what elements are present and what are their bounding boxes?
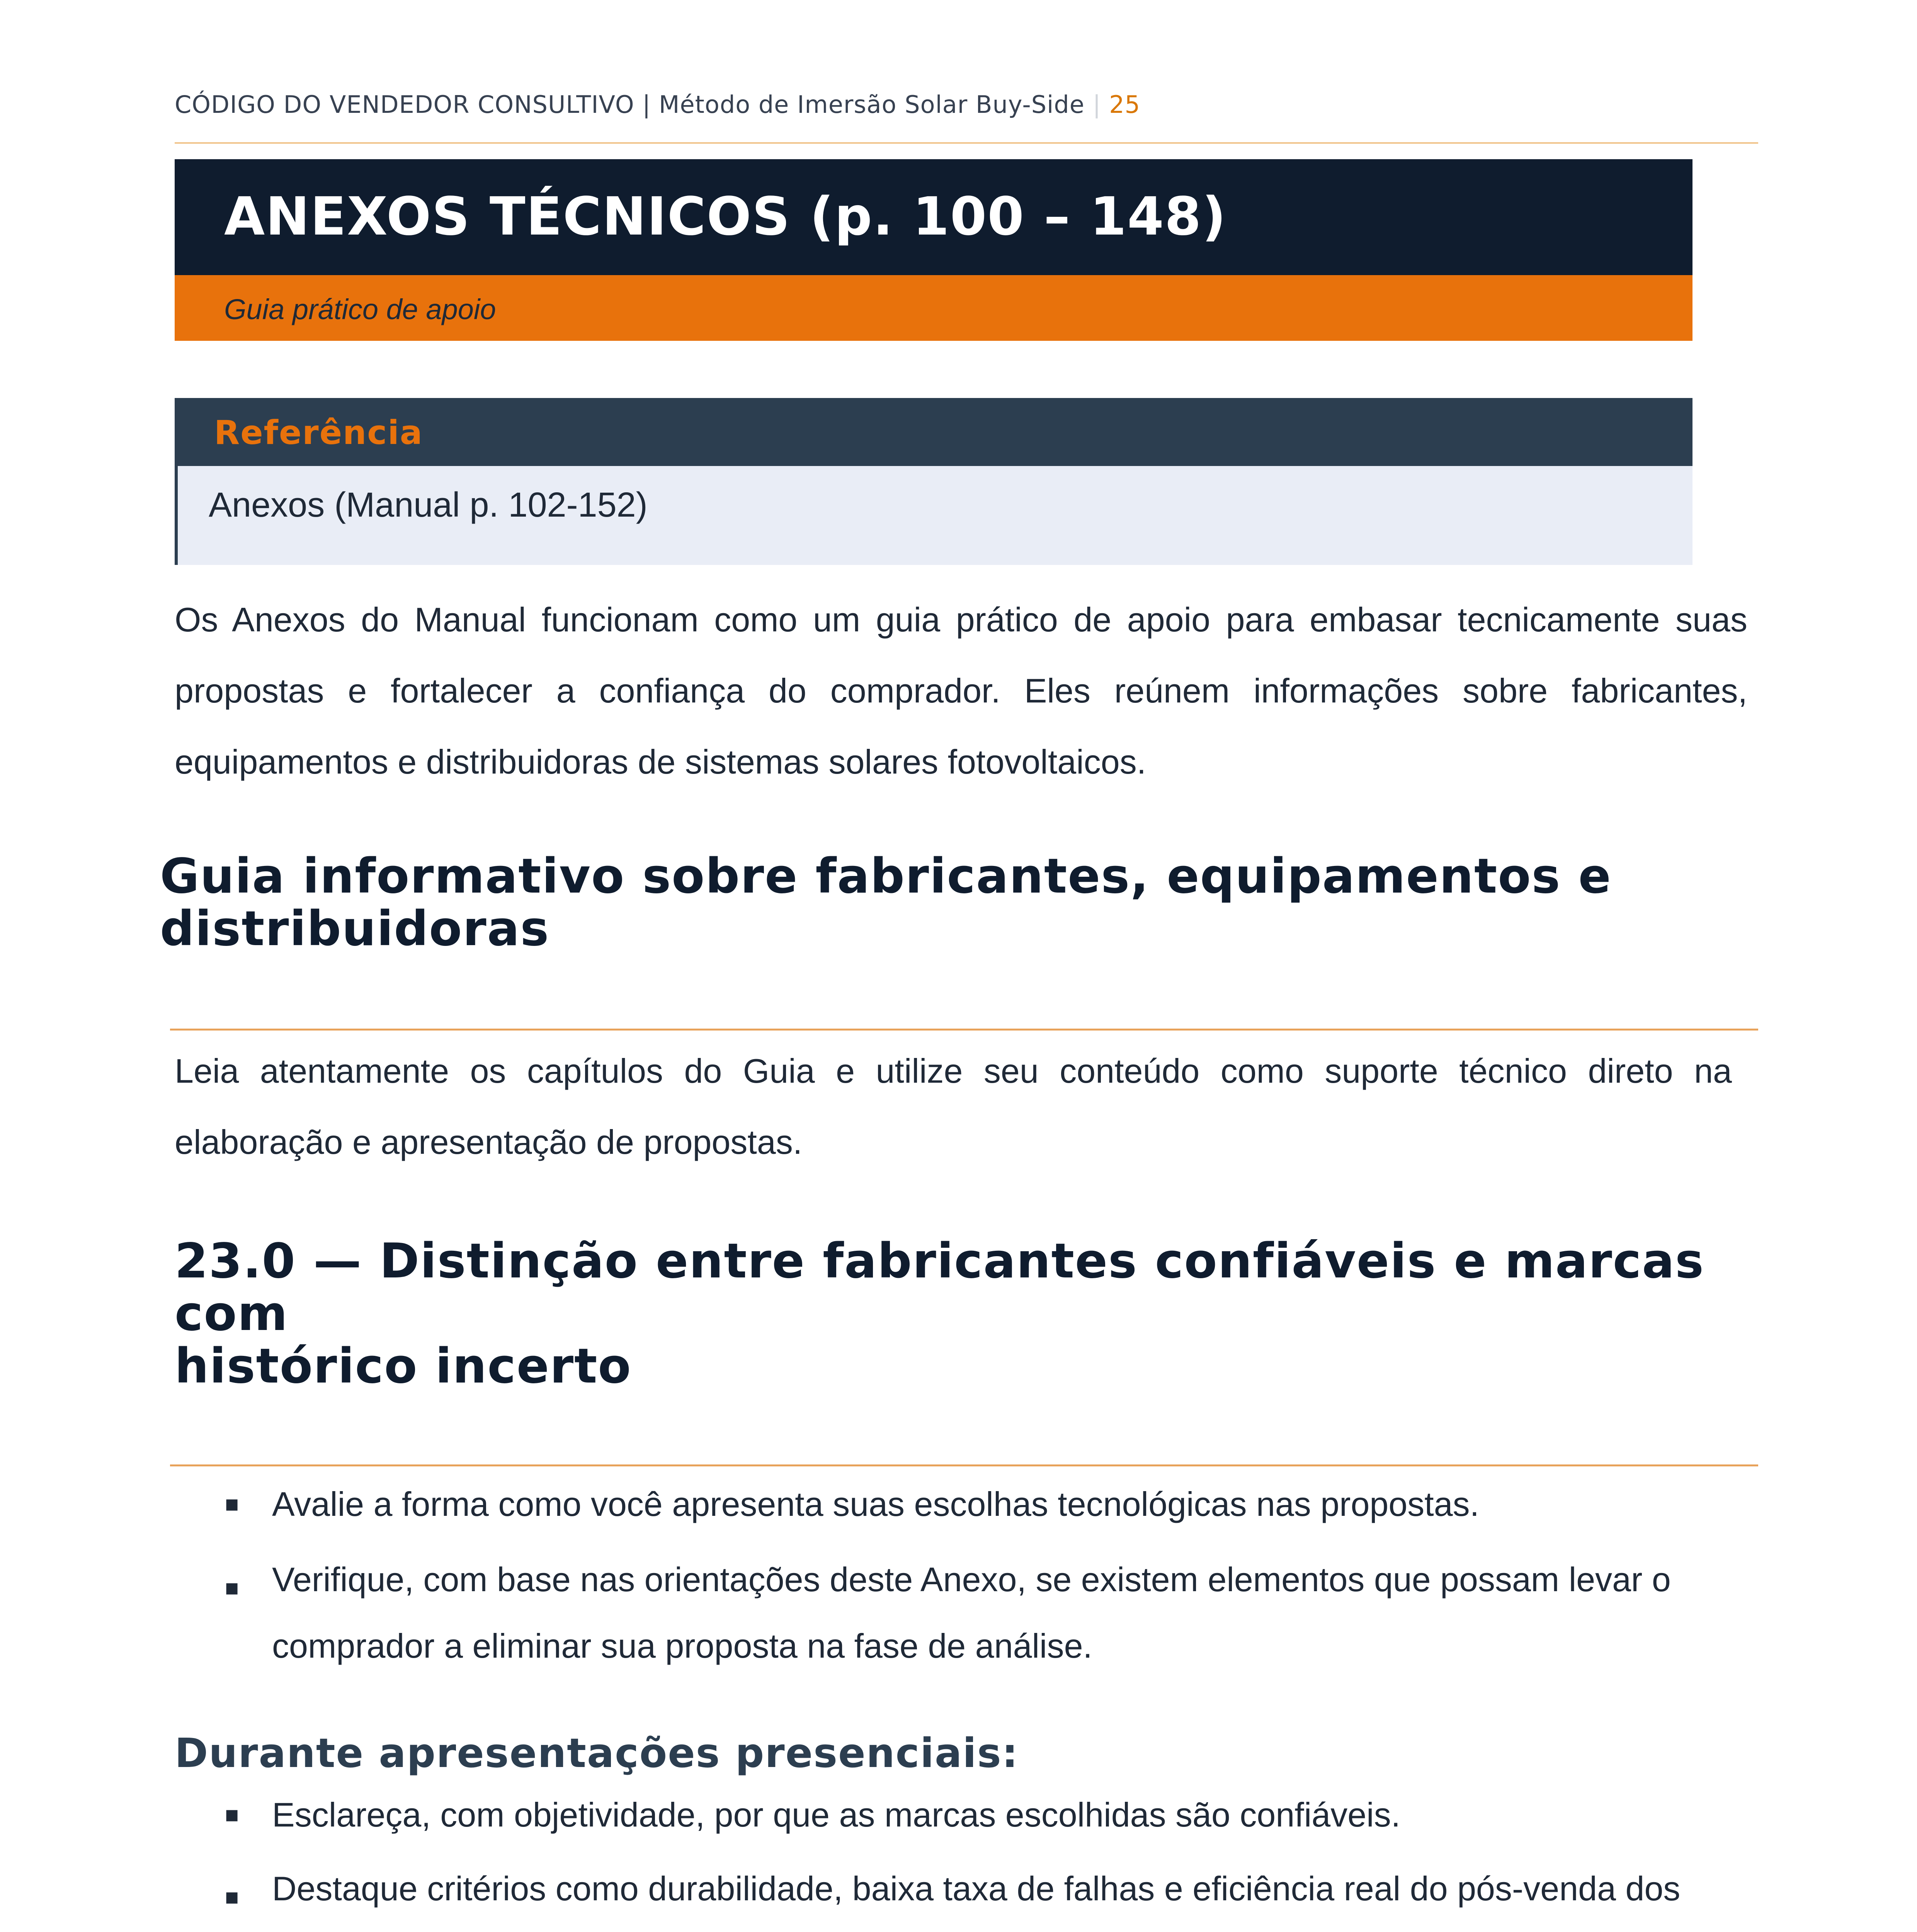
presentations-subheading: Durante apresentações presenciais:	[175, 1730, 1019, 1777]
section-23-heading-line-2: com	[175, 1286, 288, 1342]
list-item	[175, 1855, 1758, 1932]
running-header-middle: Método de Imersão Solar Buy-Side	[658, 90, 1085, 119]
intro-paragraph: Os Anexos do Manual funcionam como um guia prático de apoio para embasar tecnicamente suas propostas e fortalecer a confiança do comprador. Eles reúnem informações sobre fabricantes, equipamentos e distribuidoras de sistemas solares fotovoltaicos.	[175, 600, 1747, 781]
reference-box	[175, 398, 1692, 565]
section-guide-paragraph: Leia atentamente os capítulos do Guia e utilize seu conteúdo como suporte técnico direto na elaboração e apresentação de propostas.	[175, 1052, 1732, 1161]
section-23-heading-line-3: histórico incerto	[175, 1338, 632, 1394]
title-banner	[175, 159, 1692, 341]
reference-header	[175, 398, 1692, 466]
page-number: 25	[1109, 90, 1141, 119]
bullet-marker: ■	[225, 1575, 239, 1601]
title-banner-accent-band	[175, 275, 1692, 341]
reference-text: Anexos (Manual p. 102-152)	[209, 486, 648, 524]
section-23-heading-line-1: 23.0 — Distinção entre fabricantes confiáveis e marcas	[175, 1233, 1704, 1289]
reference-body	[175, 466, 1692, 565]
section-23-divider	[170, 1464, 1758, 1466]
running-header-left: CÓDIGO DO VENDEDOR CONSULTIVO	[175, 90, 634, 119]
section-guide-heading-line-2: distribuidoras	[160, 901, 550, 957]
running-header-separator-2: |	[1092, 90, 1101, 119]
running-header-separator: |	[642, 90, 651, 119]
page-title: ANEXOS TÉCNICOS (p. 100 – 148)	[224, 186, 1227, 247]
section-guide-divider	[170, 1029, 1758, 1031]
list-item-text: Esclareça, com objetividade, por que as marcas escolhidas são confiáveis.	[272, 1796, 1401, 1834]
section-23-bullet-list	[175, 1481, 1758, 1679]
section-guide-heading	[160, 850, 1612, 955]
reference-label: Referência	[214, 413, 423, 452]
presentations-bullet-list	[175, 1791, 1758, 1932]
running-header	[175, 90, 1140, 119]
section-guide-heading-line-1: Guia informativo sobre fabricantes, equipamentos e	[160, 849, 1612, 904]
page-subtitle: Guia prático de apoio	[224, 293, 496, 325]
bullet-marker: ■	[225, 1802, 239, 1828]
list-item-text: Destaque critérios como durabilidade, baixa taxa de falhas e eficiência real do pós-venda dos	[272, 1869, 1681, 1908]
list-item	[175, 1481, 1758, 1528]
list-item	[175, 1546, 1758, 1679]
list-item	[175, 1791, 1758, 1838]
list-item-text: Verifique, com base nas orientações deste Anexo, se existem elementos que possam levar o comprador a eliminar sua proposta na fase de análise.	[272, 1560, 1671, 1665]
section-23-heading	[175, 1235, 1704, 1393]
bullet-marker: ■	[225, 1884, 239, 1910]
bullet-marker: ■	[225, 1491, 239, 1517]
title-banner-dark-band	[175, 159, 1692, 275]
header-divider	[175, 142, 1758, 144]
list-item-text: Avalie a forma como você apresenta suas escolhas tecnológicas nas propostas.	[272, 1485, 1480, 1523]
